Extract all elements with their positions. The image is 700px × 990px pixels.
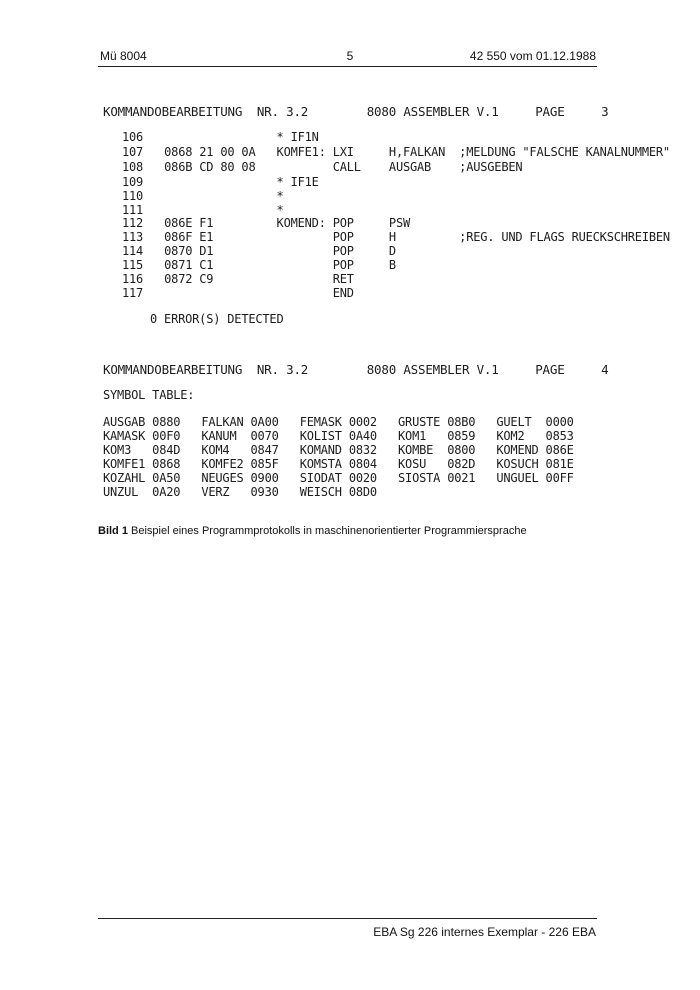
- symbol-row: KOMFE1 0868 KOMFE2 085F KOMSTA 0804 KOSU 082D KOSUCH 081E: [103, 457, 574, 471]
- symbol-row: KAMASK 00F0 KANUM 0070 KOLIST 0A40 KOM1 0859 KOM2 0853: [103, 429, 574, 443]
- caption-text: Beispiel eines Programmprotokolls in maschinenorientierter Programmiersprache: [127, 525, 527, 537]
- listing-line: 114 0870 D1 POP D: [122, 244, 396, 258]
- page-number: 5: [346, 49, 354, 63]
- listing-page-title: KOMMANDOBEARBEITUNG NR. 3.2 8080 ASSEMBLER V.1 PAGE 3: [103, 104, 609, 119]
- footer-rule: [98, 918, 597, 919]
- header-right: 42 550 vom 01.12.1988: [469, 49, 596, 63]
- listing-line: 117 END: [122, 286, 354, 300]
- symbol-row: UNZUL 0A20 VERZ 0930 WEISCH 08D0: [103, 485, 377, 499]
- header-rule: [98, 66, 597, 67]
- listing-line: 107 0868 21 00 0A KOMFE1: LXI H,FALKAN ;MELDUNG "FALSCHE KANALNUMMER": [122, 145, 670, 159]
- listing-line: 108 086B CD 80 08 CALL AUSGAB ;AUSGEBEN: [122, 160, 523, 174]
- symbol-row: KOZAHL 0A50 NEUGES 0900 SIODAT 0020 SIOSTA 0021 UNGUEL 00FF: [103, 471, 574, 485]
- listing-line: 111 *: [122, 203, 284, 217]
- listing-line: 112 086E F1 KOMEND: POP PSW: [122, 216, 411, 230]
- symbol-table-heading: SYMBOL TABLE:: [103, 388, 195, 402]
- page-footer: EBA Sg 226 internes Exemplar - 226 EBA: [373, 925, 596, 939]
- listing-line: 110 *: [122, 189, 284, 203]
- symbol-row: KOM3 084D KOM4 0847 KOMAND 0832 KOMBE 0800 KOMEND 086E: [103, 443, 574, 457]
- header-left: Mü 8004: [100, 49, 147, 63]
- listing-line: 106 * IF1N: [122, 130, 319, 144]
- listing-page-title: KOMMANDOBEARBEITUNG NR. 3.2 8080 ASSEMBLER V.1 PAGE 4: [103, 362, 609, 377]
- symbol-row: AUSGAB 0880 FALKAN 0A00 FEMASK 0002 GRUSTE 08B0 GUELT 0000: [103, 415, 574, 429]
- listing-line: 116 0872 C9 RET: [122, 272, 354, 286]
- listing-line: 109 * IF1E: [122, 175, 319, 189]
- listing-line: 113 086F E1 POP H ;REG. UND FLAGS RUECKSCHREIBEN: [122, 230, 670, 244]
- figure-caption: [98, 525, 527, 537]
- error-summary: 0 ERROR(S) DETECTED: [150, 312, 284, 326]
- listing-line: 115 0871 C1 POP B: [122, 258, 396, 272]
- caption-label: Bild 1: [98, 525, 128, 537]
